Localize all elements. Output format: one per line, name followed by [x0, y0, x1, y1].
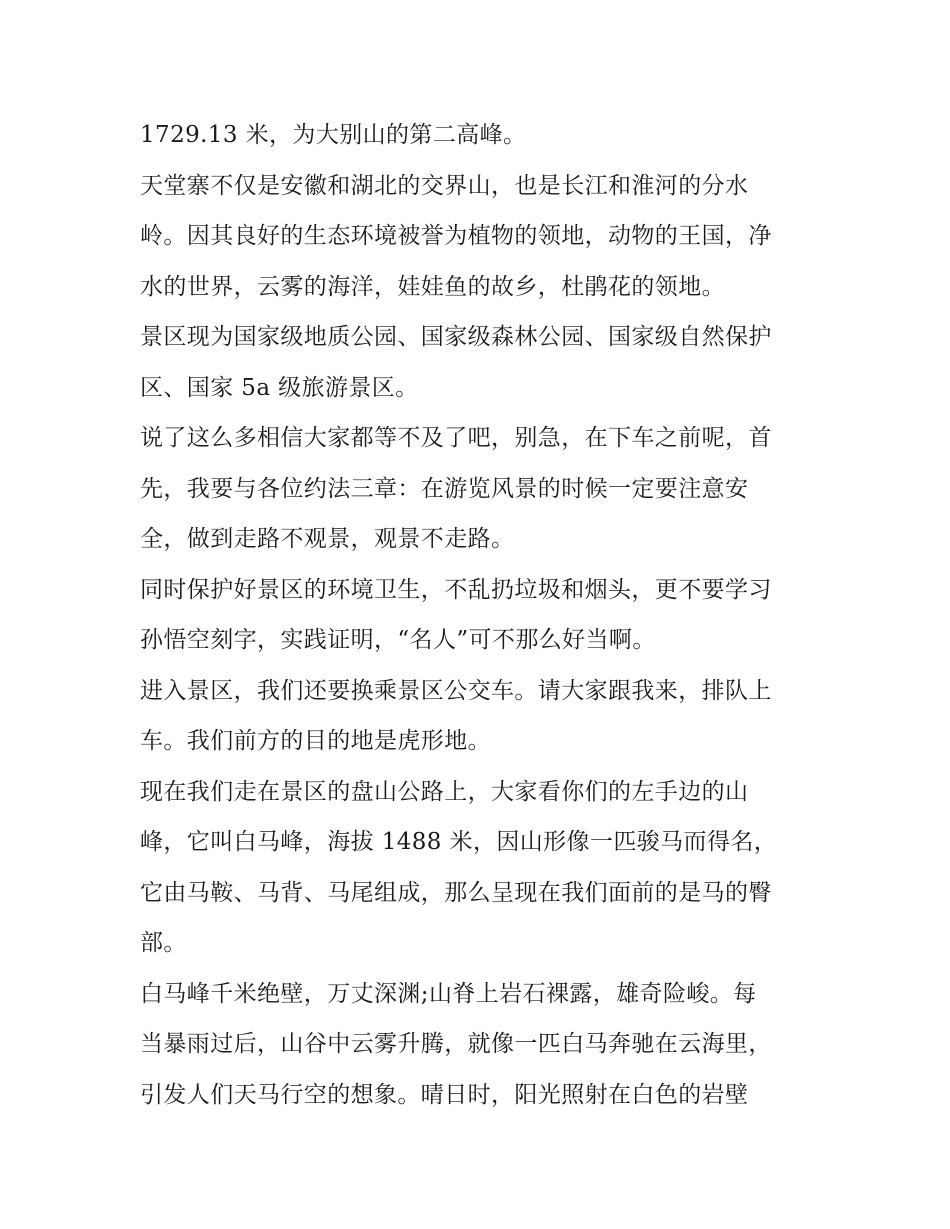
body-text [140, 110, 820, 1120]
text-line: 当暴雨过后，山谷中云雾升腾，就像一匹白马奔驰在云海里， [140, 1031, 772, 1057]
text-line: 区、国家 5a 级旅游景区。 [140, 374, 419, 401]
text-line: 进入景区，我们还要换乘景区公交车。请大家跟我来，排队上 [140, 677, 772, 704]
text-line: 白马峰千米绝壁，万丈深渊;山脊上岩石裸露，雄奇险峻。每 [140, 980, 757, 1007]
text-line: 全，做到走路不观景，观景不走路。 [140, 526, 515, 552]
text-line: 孙悟空刻字，实践证明，“名人”可不那么好当啊。 [140, 627, 656, 653]
text-line: 引发人们天马行空的想象。晴日时，阳光照射在白色的岩壁 [140, 1081, 749, 1108]
text-line: 车。我们前方的目的地是虎形地。 [140, 728, 491, 754]
text-line: 先，我要与各位约法三章：在游览风景的时候一定要注意安 [140, 475, 749, 502]
text-line: 现在我们走在景区的盘山公路上，大家看你们的左手边的山 [140, 778, 749, 805]
text-line: 水的世界，云雾的海洋，娃娃鱼的故乡，杜鹃花的领地。 [140, 273, 725, 300]
text-line: 部。 [140, 930, 187, 956]
text-line: 岭。因其良好的生态环境被誉为植物的领地，动物的王国，净 [140, 223, 772, 249]
text-line: 景区现为国家级地质公园、国家级森林公园、国家级自然保护 [140, 324, 772, 350]
text-line: 天堂寨不仅是安徽和湖北的交界山，也是长江和淮河的分水 [140, 172, 749, 199]
text-line: 同时保护好景区的环境卫生，不乱扔垃圾和烟头，更不要学习 [140, 576, 772, 603]
text-line: 它由马鞍、马背、马尾组成，那么呈现在我们面前的是马的臀 [140, 879, 772, 906]
text-line: 说了这么多相信大家都等不及了吧，别急，在下车之前呢，首 [140, 425, 772, 451]
text-line: 峰，它叫白马峰，海拔 1488 米，因山形像一匹骏马而得名， [140, 829, 778, 855]
text-line: 1729.13 米，为大别山的第二高峰。 [140, 122, 527, 148]
